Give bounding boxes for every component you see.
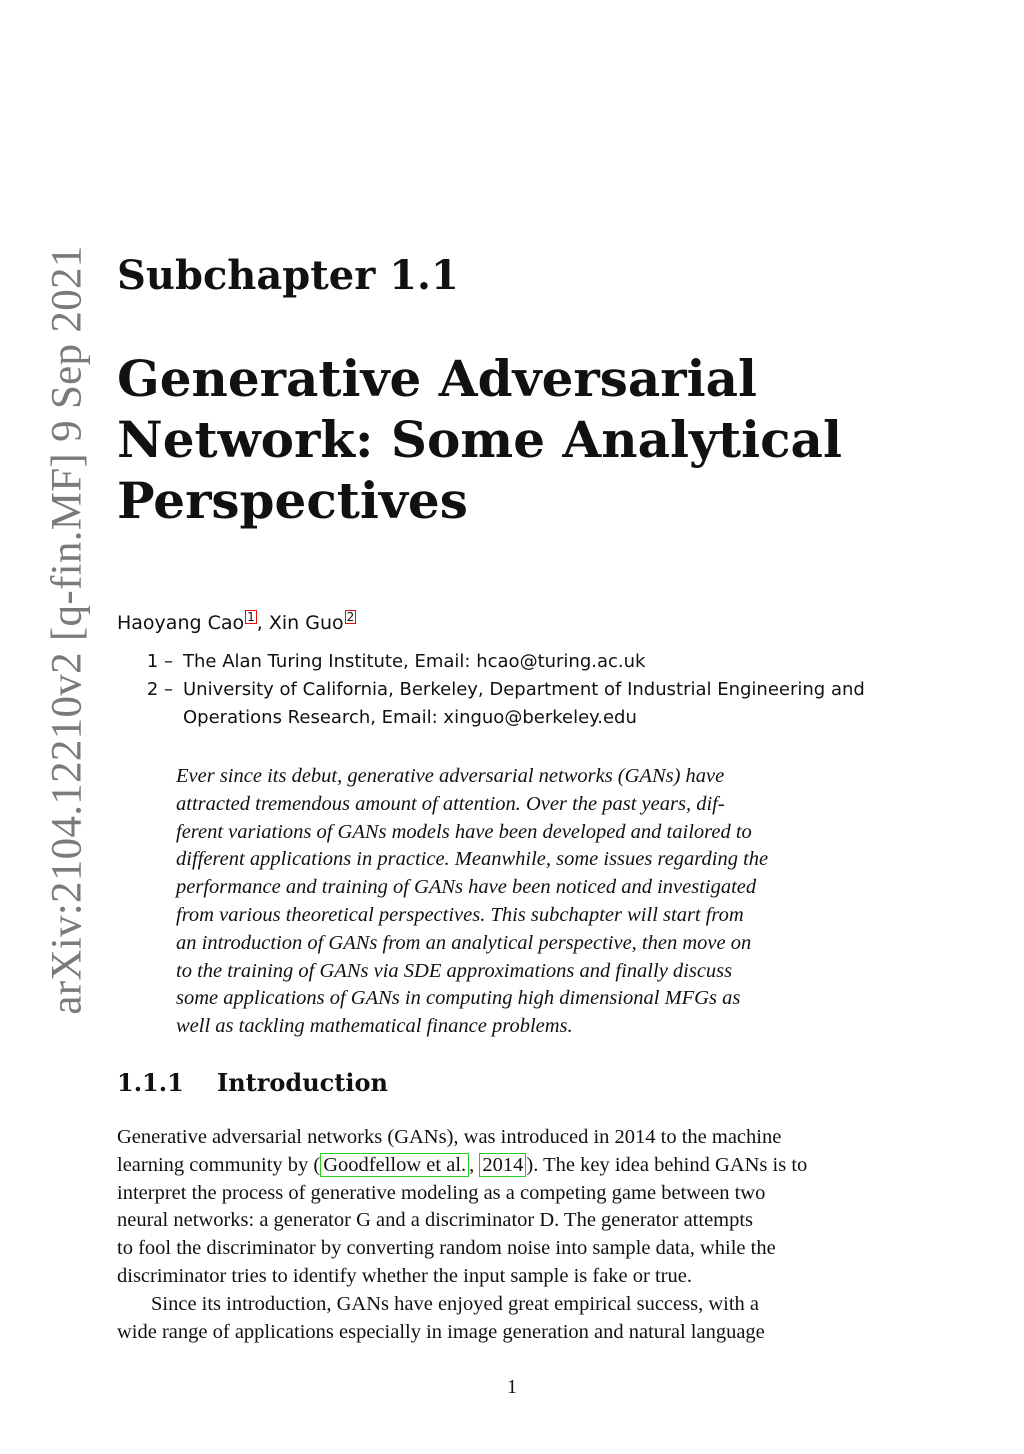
affiliation-link[interactable]: 1 <box>247 610 255 624</box>
body-text-fragment: learning community by ( <box>117 1153 321 1176</box>
author-name: Xin Guo <box>268 612 344 634</box>
abstract <box>176 763 856 1041</box>
section-title: Introduction <box>217 1068 388 1097</box>
affiliation-text <box>173 648 645 676</box>
body-line: neural networks: a generator G and a discriminator D. The generator attempts <box>117 1209 754 1232</box>
title-line: Network: Some Analytical <box>117 410 842 469</box>
body-line: to fool the discriminator by converting random noise into sample data, while the <box>117 1237 776 1260</box>
author-list <box>117 610 356 634</box>
body-line <box>117 1152 909 1180</box>
body-line: wide range of applications especially in image generation and natural language <box>117 1320 765 1343</box>
body-line: Generative adversarial networks (GANs), was introduced in 2014 to the machine <box>117 1126 782 1148</box>
abstract-line: to the training of GANs via SDE approximations and finally discuss <box>176 959 733 982</box>
abstract-line: ferent variations of GANs models have been developed and tailored to <box>176 820 752 843</box>
title-line: Generative Adversarial <box>117 349 758 408</box>
affiliation-line: Operations Research, Email: xinguo@berkeley.edu <box>183 707 637 728</box>
abstract-line: an introduction of GANs from an analytical perspective, then move on <box>176 931 752 954</box>
affiliation-number: 1 – <box>146 651 173 672</box>
abstract-line: from various theoretical perspectives. This subchapter will start from <box>176 903 744 926</box>
affiliation-item <box>117 676 917 732</box>
affiliation-list <box>117 648 917 732</box>
paper-title <box>117 348 917 531</box>
body-line: discriminator tries to identify whether the input sample is fake or true. <box>117 1264 692 1287</box>
arxiv-identifier-stamp: arXiv:2104.12210v2 [q-fin.MF] 9 Sep 2021 <box>43 245 91 1015</box>
page-number: 1 <box>507 1376 517 1398</box>
title-line: Perspectives <box>117 471 468 530</box>
affiliation-item <box>117 648 917 676</box>
citation-author-link[interactable]: Goodfellow et al. <box>320 1153 469 1177</box>
subchapter-label: Subchapter 1.1 <box>117 252 459 299</box>
body-text-fragment: ). The key idea behind GANs is to <box>526 1153 808 1176</box>
citation-separator: , <box>469 1153 480 1176</box>
affiliation-number: 2 – <box>146 679 173 700</box>
abstract-line: some applications of GANs in computing high dimensional MFGs as <box>176 987 741 1010</box>
author-separator: , <box>256 612 269 634</box>
abstract-line: performance and training of GANs have been noticed and investigated <box>176 876 757 899</box>
section-number: 1.1.1 <box>117 1068 184 1097</box>
citation-year-link[interactable]: 2014 <box>479 1153 526 1177</box>
introduction-body <box>117 1124 909 1346</box>
affiliation-text <box>173 676 865 732</box>
author-name: Haoyang Cao <box>117 612 245 634</box>
affiliation-link[interactable]: 2 <box>346 610 355 624</box>
affiliation-line: University of California, Berkeley, Department of Industrial Engineering and <box>183 679 865 700</box>
abstract-line: Ever since its debut, generative adversarial networks (GANs) have <box>176 765 725 787</box>
section-heading <box>117 1068 388 1097</box>
abstract-line: well as tackling mathematical finance problems. <box>176 1015 573 1038</box>
affiliation-line: The Alan Turing Institute, Email: hcao@turing.ac.uk <box>183 651 646 672</box>
body-line: Since its introduction, GANs have enjoyed great empirical success, with a <box>151 1292 760 1315</box>
abstract-line: attracted tremendous amount of attention. Over the past years, dif- <box>176 792 725 815</box>
abstract-line: different applications in practice. Meanwhile, some issues regarding the <box>176 848 769 871</box>
body-line: interpret the process of generative modeling as a competing game between two <box>117 1181 766 1204</box>
